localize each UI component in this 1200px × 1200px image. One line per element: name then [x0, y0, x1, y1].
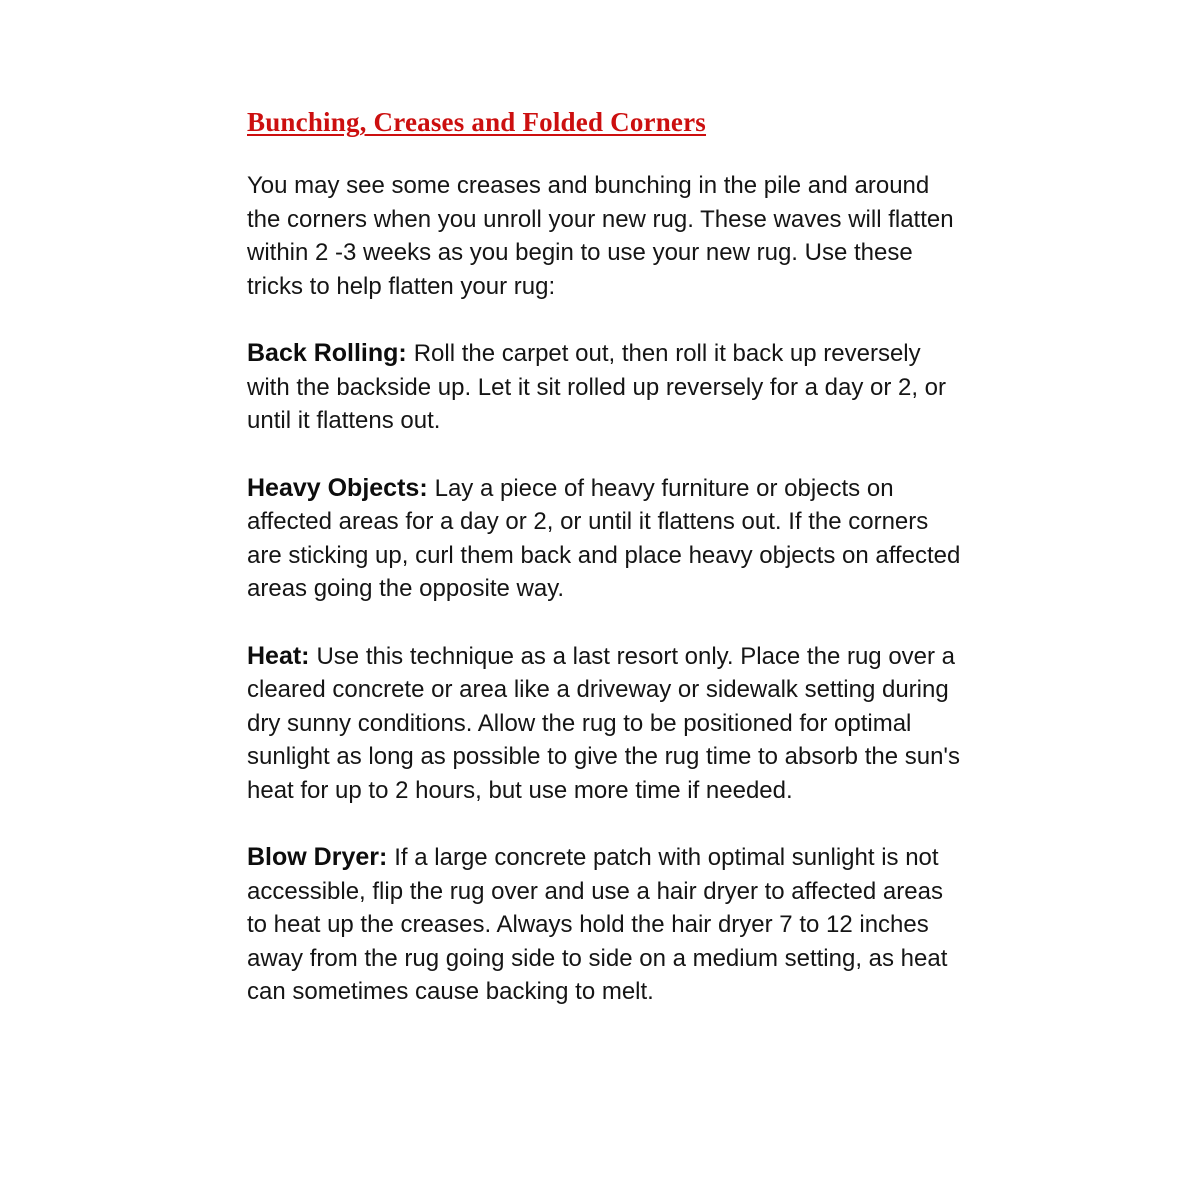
intro-paragraph: You may see some creases and bunching in the pile and around the corners when you unroll your new rug. These waves will flatten within 2 -3 weeks as you begin to use your new rug. Use these tricks to help flatten your rug: [247, 172, 954, 300]
section-label-blow-dryer: Blow Dryer: [247, 843, 388, 871]
section-text-heavy-objects: Lay a piece of heavy furniture or objects on affected areas for a day or 2, or until it flattens out. If the corners are sticking up, curl them back and place heavy objects on affected areas going the opposite way. [247, 474, 961, 602]
section-text-heat: Use this technique as a last resort only. Place the rug over a cleared concrete or area like a driveway or sidewalk setting during dry sunny conditions. Allow the rug to be positioned for optimal sunlight as long as possible to give the rug time to absorb the sun's heat for up to 2 hours, but use more time if needed. [247, 642, 961, 804]
section-heat [247, 640, 963, 808]
section-text-back-rolling: Roll the carpet out, then roll it back up reversely with the backside up. Let it sit rolled up reversely for a day or 2, or until it flattens out. [247, 340, 947, 434]
section-back-rolling [247, 337, 963, 438]
section-blow-dryer [247, 841, 963, 1009]
document-heading: Bunching, Creases and Folded Corners [247, 107, 707, 137]
section-label-back-rolling: Back Rolling: [247, 339, 407, 367]
document-body [247, 106, 963, 1043]
section-heavy-objects [247, 472, 963, 606]
section-label-heavy-objects: Heavy Objects: [247, 473, 428, 502]
section-text-blow-dryer: If a large concrete patch with optimal sunlight is not accessible, flip the rug over and use a hair dryer to affected areas to heat up the creases. Always hold the hair dryer 7 to 12 inches away from the rug going side to side on a medium setting, as heat can sometimes cause backing to melt. [247, 844, 948, 1005]
section-label-heat: Heat: [247, 641, 310, 670]
